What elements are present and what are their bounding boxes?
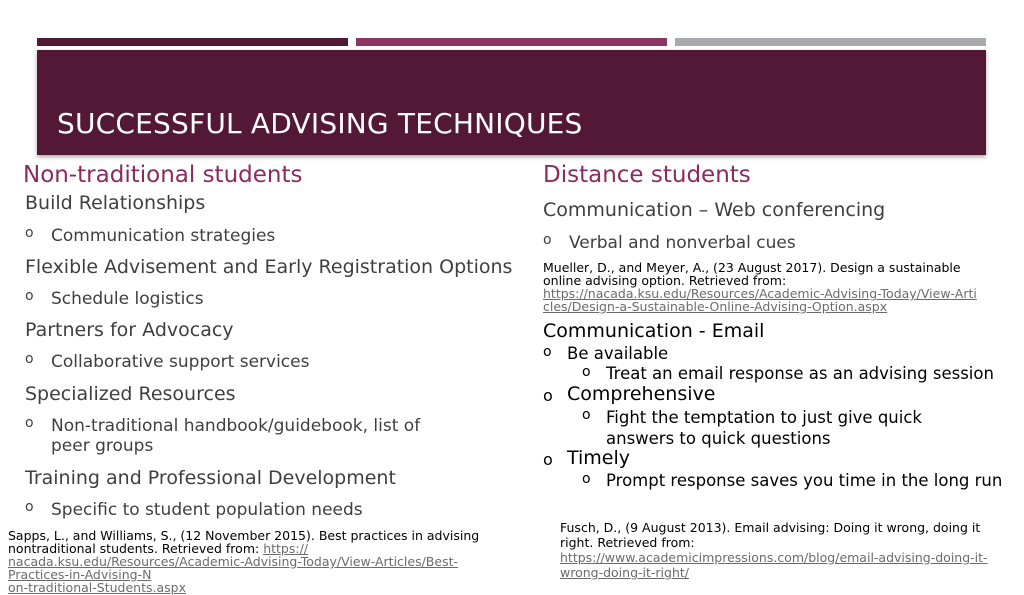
reference-link[interactable]: cles/Design-a-Sustainable-Online-Advising-Option.aspx [543,299,888,314]
right-reference-1: Mueller, D., and Meyer, A., (23 August 2017). Design a sustainable online advising option. Retrieved from: https://nacada.ksu.edu/Resources/Academic-Advising-Today/View-Arti cles/Design-a-Sustainable-Online-Advising-Option.aspx [543,260,977,314]
reference-link[interactable]: https:// [263,541,308,556]
reference-link[interactable]: https://nacada.ksu.edu/Resources/Academic-Advising-Today/View-Arti [543,286,977,301]
bullet-icon: o [582,364,591,380]
left-reference: Sapps, L., and Williams, S., (12 November 2015). Best practices in advising nontraditional students. Retrieved from: https:// nacada.ksu.edu/Resources/Academic-Advising-Today/View-Articles/Best-Practices-in-Advising-N on-traditional-Students.aspx [8,528,480,595]
right-heading: Distance students [543,162,751,188]
accent-bar-mid [356,38,667,46]
left-item-label: Partners for Advocacy [25,319,234,341]
bullet-icon: o [582,471,591,487]
reference-link[interactable]: https://www.academicimpressions.com/blog/email-advising-doing-it- [560,550,988,565]
web-conferencing-label: Communication – Web conferencing [543,199,886,221]
bullet-icon: o [25,288,34,304]
left-item-label: Specialized Resources [25,383,236,405]
bullet-icon: o [543,344,552,360]
bullet-icon: o [25,415,34,431]
bullet-icon: o [543,450,553,469]
title-banner [37,50,986,155]
bullet-icon: o [25,225,34,241]
reference-link[interactable]: wrong-doing-it-right/ [560,565,689,580]
bullet-icon: o [25,499,34,515]
bullet-icon: o [543,232,552,248]
slide-title: SUCCESSFUL ADVISING TECHNIQUES [57,107,583,140]
left-item-label: Training and Professional Development [25,467,396,489]
left-item-label: Flexible Advisement and Early Registration Options [25,256,513,278]
email-label: Communication - Email [543,320,765,342]
bullet-icon: o [582,407,591,423]
reference-link[interactable]: on-traditional-Students.aspx [8,580,186,595]
accent-bar-gray [675,38,986,46]
left-item-label: Build Relationships [25,192,206,214]
left-heading: Non-traditional students [23,162,303,188]
accent-bar-dark [37,38,348,46]
right-reference-2: Fusch, D., (9 August 2013). Email advising: Doing it wrong, doing it right. Retrieved from: https://www.academicimpressions.com/blog/email-advising-doing-it- wrong-doing-it-right/ [560,520,988,580]
bullet-icon: o [543,386,553,405]
reference-link[interactable]: nacada.ksu.edu/Resources/Academic-Advising-Today/View-Articles/Best-Practices-in-Advising-N [8,554,458,582]
bullet-icon: o [25,351,34,367]
